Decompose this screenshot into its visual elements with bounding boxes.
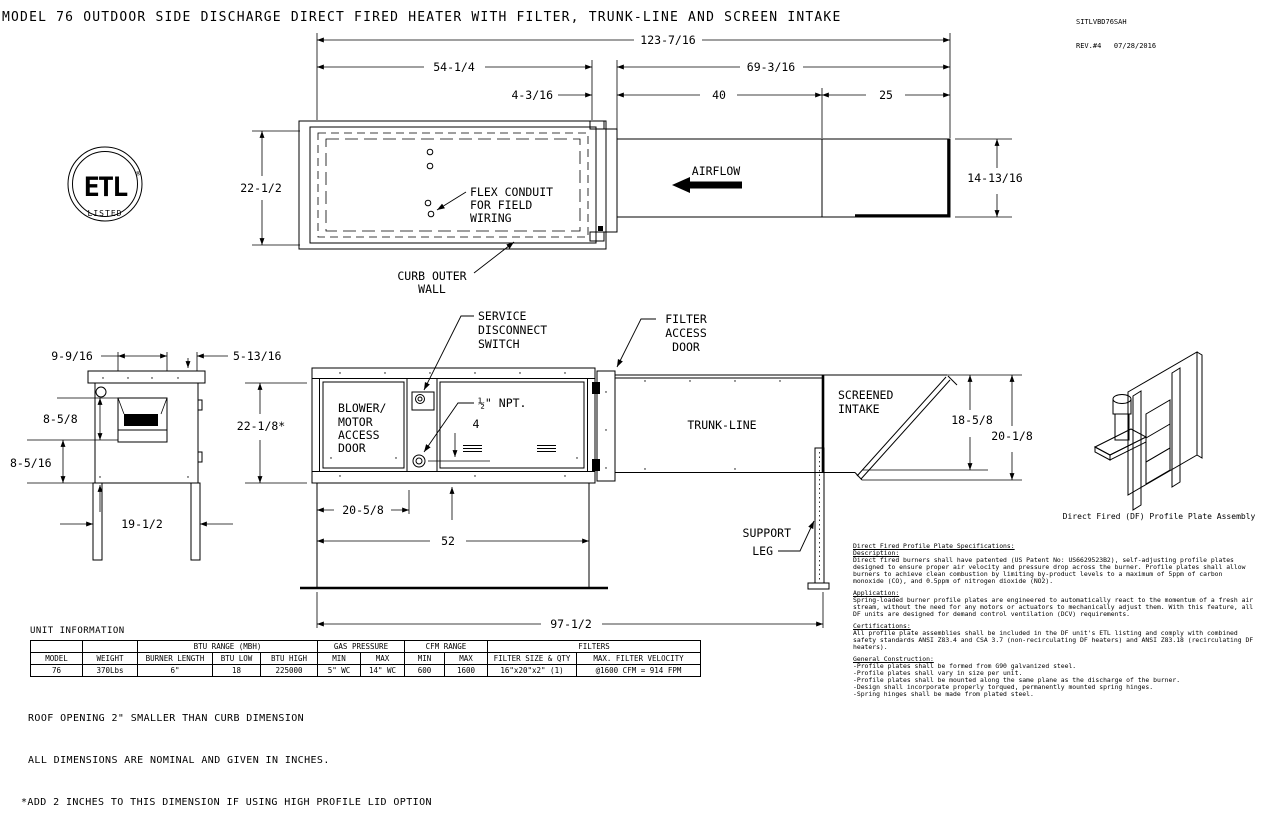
service-switch-label-3: SWITCH — [478, 337, 520, 351]
val-filter-velocity: @1600 CFM = 914 FPM — [577, 665, 701, 677]
specs-heading-certifications: Certifications: — [853, 622, 911, 630]
val-cfm-min: 600 — [405, 665, 445, 677]
dim-side-b: 5-13/16 — [233, 349, 282, 363]
etl-listed-logo — [68, 147, 142, 221]
dim-flange: 4-3/16 — [511, 88, 553, 102]
col-filter-velocity: MAX. FILTER VELOCITY — [577, 653, 701, 665]
col-cfm-min: MIN — [405, 653, 445, 665]
profile-assembly-caption: Direct Fired (DF) Profile Plate Assembly — [1062, 512, 1256, 521]
etl-registered-icon: ® — [136, 170, 141, 178]
table-column-header-row — [31, 653, 701, 665]
col-btu-low: BTU LOW — [213, 653, 261, 665]
document-number: SITLVBD76SAH — [1076, 18, 1127, 26]
service-switch-label-1: SERVICE — [478, 309, 527, 323]
col-model: MODEL — [31, 653, 83, 665]
dim-box-width: 22-1/2 — [240, 181, 282, 195]
dim-unit-height: 22-1/8* — [236, 419, 286, 433]
profile-plate-assembly — [1063, 352, 1256, 521]
dim-duct-b: 25 — [879, 88, 893, 102]
flex-conduit-label-3: WIRING — [470, 211, 512, 225]
note-dimensions: ALL DIMENSIONS ARE NOMINAL AND GIVEN IN INCHES. — [28, 755, 330, 766]
title-block — [1076, 2, 1156, 58]
flex-conduit-label-2: FOR FIELD — [470, 198, 533, 212]
dim-npt-offset: 4 — [472, 417, 480, 431]
group-cfm-range: CFM RANGE — [405, 641, 488, 653]
drawing-notes — [21, 684, 432, 824]
curb-outer-wall-label-1: CURB OUTER — [397, 269, 467, 283]
table-group-header-row — [31, 641, 701, 653]
filter-door-label-2: ACCESS — [665, 326, 707, 340]
revision-info: REV.#4 07/28/2016 — [1076, 42, 1157, 50]
curb-outer-wall-label-2: WALL — [418, 282, 446, 296]
note-roof-opening: ROOF OPENING 2" SMALLER THAN CURB DIMENSION — [28, 713, 305, 724]
etl-mark-text: ETL — [83, 172, 127, 203]
airflow-arrow-icon — [672, 177, 742, 193]
top-view — [240, 33, 1023, 296]
col-gas-max: MAX — [361, 653, 405, 665]
specs-bullet-2: -Profile plates shall vary in size per unit. — [853, 669, 1023, 677]
specs-heading-construction: General Construction: — [853, 655, 934, 663]
specs-title: Direct Fired Profile Plate Specifications: — [853, 542, 1015, 550]
specs-body-certifications: All profile plate assemblies shall be included in the DF unit's ETL listing and comply with combined safety standards ANSI Z83.4 and CSA 3.7 (non-recirculating DF heaters) and ANSI Z83.18 (recirculating DF heaters). — [853, 629, 1254, 651]
dim-curb-length: 52 — [441, 534, 455, 548]
val-btu-low: 18 — [213, 665, 261, 677]
table-data-row — [31, 665, 701, 677]
screened-intake-label-1: SCREENED — [838, 388, 894, 402]
filter-door-label-1: FILTER — [665, 312, 707, 326]
specs-bullet-3: -Profile plates shall be mounted along the same plane as the discharge of the burner. — [853, 676, 1181, 684]
blower-door-label-2: MOTOR — [338, 415, 373, 429]
val-filter-size: 16"x20"x2" (1) — [488, 665, 577, 677]
group-btu-range: BTU RANGE (MBH) — [138, 641, 318, 653]
val-cfm-max: 1600 — [445, 665, 488, 677]
dim-overall-elevation: 97-1/2 — [550, 617, 592, 631]
val-weight: 370Lbs — [83, 665, 138, 677]
specs-heading-description: Description: — [853, 549, 900, 557]
screened-intake-label-2: INTAKE — [838, 402, 880, 416]
dim-door-width: 20-5/8 — [342, 503, 384, 517]
val-burner-length: 6" — [138, 665, 213, 677]
filter-door-label-3: DOOR — [672, 340, 700, 354]
col-weight: WEIGHT — [83, 653, 138, 665]
unit-information-heading: UNIT INFORMATION — [30, 626, 125, 636]
dim-side-c: 8-5/8 — [43, 412, 78, 426]
specs-bullet-5: -Spring hinges shall be made from plated steel. — [853, 690, 1034, 698]
dim-intake: 18-5/8 — [951, 413, 993, 427]
specs-body-application: Spring-loaded burner profile plates are engineered to automatically react to the momentum of a fresh air stream, without the need for any motors or actuators to mechanically adjust them. With this feature, all DF units are designed for demand control ventilation (DCV) requirements. — [853, 596, 1254, 618]
support-leg-label-1: SUPPORT — [742, 526, 791, 540]
group-blank-1 — [31, 641, 83, 653]
specs-bullet-1: -Profile plates shall be formed from G90 galvanized steel. — [853, 662, 1077, 670]
col-cfm-max: MAX — [445, 653, 488, 665]
specs-body-description: Direct fired burners shall have patented (US Patent No: US6629523B2), self-adjusting profile plates designed to ensure proper air velocity and pressure drop across the burner. Profile plates shall allow burners to achieve clean combustion by limiting by-product levels to a maximum of 5ppm of carbon monoxide (CO), and 0.5ppm of nitrogen dioxide (NO2). — [853, 556, 1246, 585]
npt-label: ½" NPT. — [478, 396, 527, 410]
note-high-profile: *ADD 2 INCHES TO THIS DIMENSION IF USING HIGH PROFILE LID OPTION — [21, 797, 432, 808]
val-model: 76 — [31, 665, 83, 677]
support-leg-label-2: LEG — [752, 544, 773, 558]
val-btu-high: 225000 — [261, 665, 318, 677]
group-gas-pressure: GAS PRESSURE — [318, 641, 405, 653]
drawing-title: MODEL 76 OUTDOOR SIDE DISCHARGE DIRECT FIRED HEATER WITH FILTER, TRUNK-LINE AND SCREEN INTAKE — [2, 10, 842, 25]
airflow-label: AIRFLOW — [691, 164, 741, 178]
side-view — [10, 349, 282, 560]
dim-intake-overall: 20-1/8 — [991, 429, 1033, 443]
group-filters: FILTERS — [488, 641, 701, 653]
col-burner-length: BURNER LENGTH — [138, 653, 213, 665]
specs-heading-application: Application: — [853, 589, 900, 597]
service-switch-label-2: DISCONNECT — [478, 323, 548, 337]
col-gas-min: MIN — [318, 653, 361, 665]
dim-overall-length: 123-7/16 — [640, 33, 696, 47]
flex-conduit-label-1: FLEX CONDUIT — [470, 185, 554, 199]
dim-side-e: 19-1/2 — [121, 517, 163, 531]
val-gas-max: 14" WC — [361, 665, 405, 677]
etl-listed-text: LISTED — [87, 209, 123, 218]
dim-duct-width: 14-13/16 — [967, 171, 1023, 185]
spec-text-block — [853, 543, 1255, 698]
dim-duct-a: 40 — [712, 88, 726, 102]
blower-door-label-1: BLOWER/ — [338, 401, 387, 415]
blower-door-label-3: ACCESS — [338, 428, 380, 442]
dim-side-a: 9-9/16 — [51, 349, 93, 363]
col-filter-size: FILTER SIZE & QTY — [488, 653, 577, 665]
dim-left-section: 54-1/4 — [433, 60, 475, 74]
dim-right-section: 69-3/16 — [746, 60, 796, 74]
group-blank-2 — [83, 641, 138, 653]
unit-information-table — [30, 640, 701, 677]
val-gas-min: 5" WC — [318, 665, 361, 677]
col-btu-high: BTU HIGH — [261, 653, 318, 665]
trunk-line-label: TRUNK-LINE — [687, 418, 757, 432]
dim-side-d: 8-5/16 — [10, 456, 52, 470]
specs-bullet-4: -Design shall incorporate properly torqued, permanently mounted spring hinges. — [853, 683, 1154, 691]
blower-door-label-4: DOOR — [338, 441, 366, 455]
